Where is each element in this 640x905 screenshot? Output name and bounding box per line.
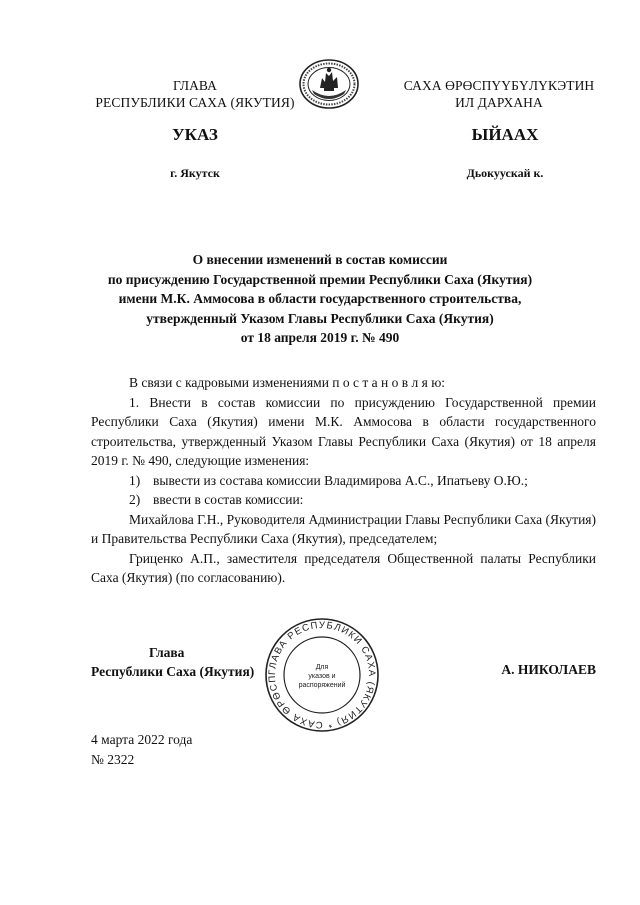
signatory-name: А. НИКОЛАЕВ bbox=[501, 662, 596, 677]
header-right-line2: ИЛ ДАРХАНА bbox=[455, 95, 543, 110]
city-ru: г. Якутск bbox=[170, 166, 220, 180]
header-right bbox=[388, 77, 610, 111]
stamp-inner-line2: указов и bbox=[308, 673, 336, 680]
document-number: № 2322 bbox=[91, 752, 135, 767]
stamp-inner-line1: Для bbox=[315, 664, 329, 671]
sub-item-2-number: 2) bbox=[129, 492, 141, 507]
stamp-inner-line3: распоряжений bbox=[298, 682, 346, 689]
coat-of-arms-emblem bbox=[298, 58, 360, 110]
sub-item-1 bbox=[91, 471, 596, 491]
doc-type-ru: УКАЗ bbox=[172, 125, 218, 144]
document-footer bbox=[91, 730, 192, 770]
sub-item-1-number: 1) bbox=[129, 472, 141, 488]
signature-title bbox=[91, 643, 261, 681]
item-1-text: Внести в состав комиссии по присуждению Государственной премии Республики Саха (Якутия) имени М.К. Аммосова в области государственного строительства, утвержденный Указом Главы Республики Саха (Якутия) от 18 апреля 2019 г. № 490, следующие изменения: bbox=[91, 394, 596, 468]
header-left bbox=[90, 77, 300, 111]
intro-paragraph: В связи с кадровыми изменениями п о с т а н о в л я ю: bbox=[129, 375, 446, 390]
item-1 bbox=[91, 393, 596, 471]
document-date: 4 марта 2022 года bbox=[91, 732, 193, 747]
title-line: по присуждению Государственной премии Республики Саха (Якутия) bbox=[107, 271, 533, 287]
signature-title-line1: Глава bbox=[149, 645, 185, 660]
document-title bbox=[80, 250, 560, 348]
city-sah: Дьокуускай к. bbox=[466, 166, 544, 180]
person-2-paragraph: Гриценко А.П., заместителя председателя Общественной палаты Республики Саха (Якутия) (по согласованию). bbox=[91, 550, 596, 585]
title-line: О внесении изменений в состав комиссии bbox=[192, 252, 448, 267]
sub-item-2-text: ввести в состав комиссии: bbox=[153, 492, 304, 507]
document-body bbox=[91, 373, 596, 588]
doc-type-sah: ЫЙААХ bbox=[471, 125, 539, 144]
sub-item-2 bbox=[91, 490, 596, 510]
person-1-paragraph: Михайлова Г.Н., Руководителя Администрации Главы Республики Саха (Якутия) и Правительства Республики Саха (Якутия), председателем; bbox=[91, 511, 596, 546]
signature-title-line2: Республики Саха (Якутия) bbox=[91, 664, 255, 679]
header-right-line1: САХА ӨРӨСПҮҮБҮЛҮКЭТИН bbox=[403, 78, 595, 93]
title-line: утвержденный Указом Главы Республики Саха (Якутия) bbox=[146, 310, 494, 326]
header-left-line1: ГЛАВА bbox=[172, 78, 218, 93]
item-1-number: 1. bbox=[129, 394, 140, 410]
sub-item-1-text: вывести из состава комиссии Владимирова А.С., Ипатьеву О.Ю.; bbox=[153, 472, 528, 488]
title-line: имени М.К. Аммосова в области государственного строительства, bbox=[118, 291, 522, 306]
header-left-line2: РЕСПУБЛИКИ САХА (ЯКУТИЯ) bbox=[95, 95, 295, 110]
official-stamp bbox=[262, 615, 382, 735]
stamp-ring-text: ГЛАВА РЕСПУБЛИКИ САХА (ЯКУТИЯ) * САХА ӨРӨСП bbox=[266, 619, 378, 731]
title-line: от 18 апреля 2019 г. № 490 bbox=[240, 330, 400, 345]
